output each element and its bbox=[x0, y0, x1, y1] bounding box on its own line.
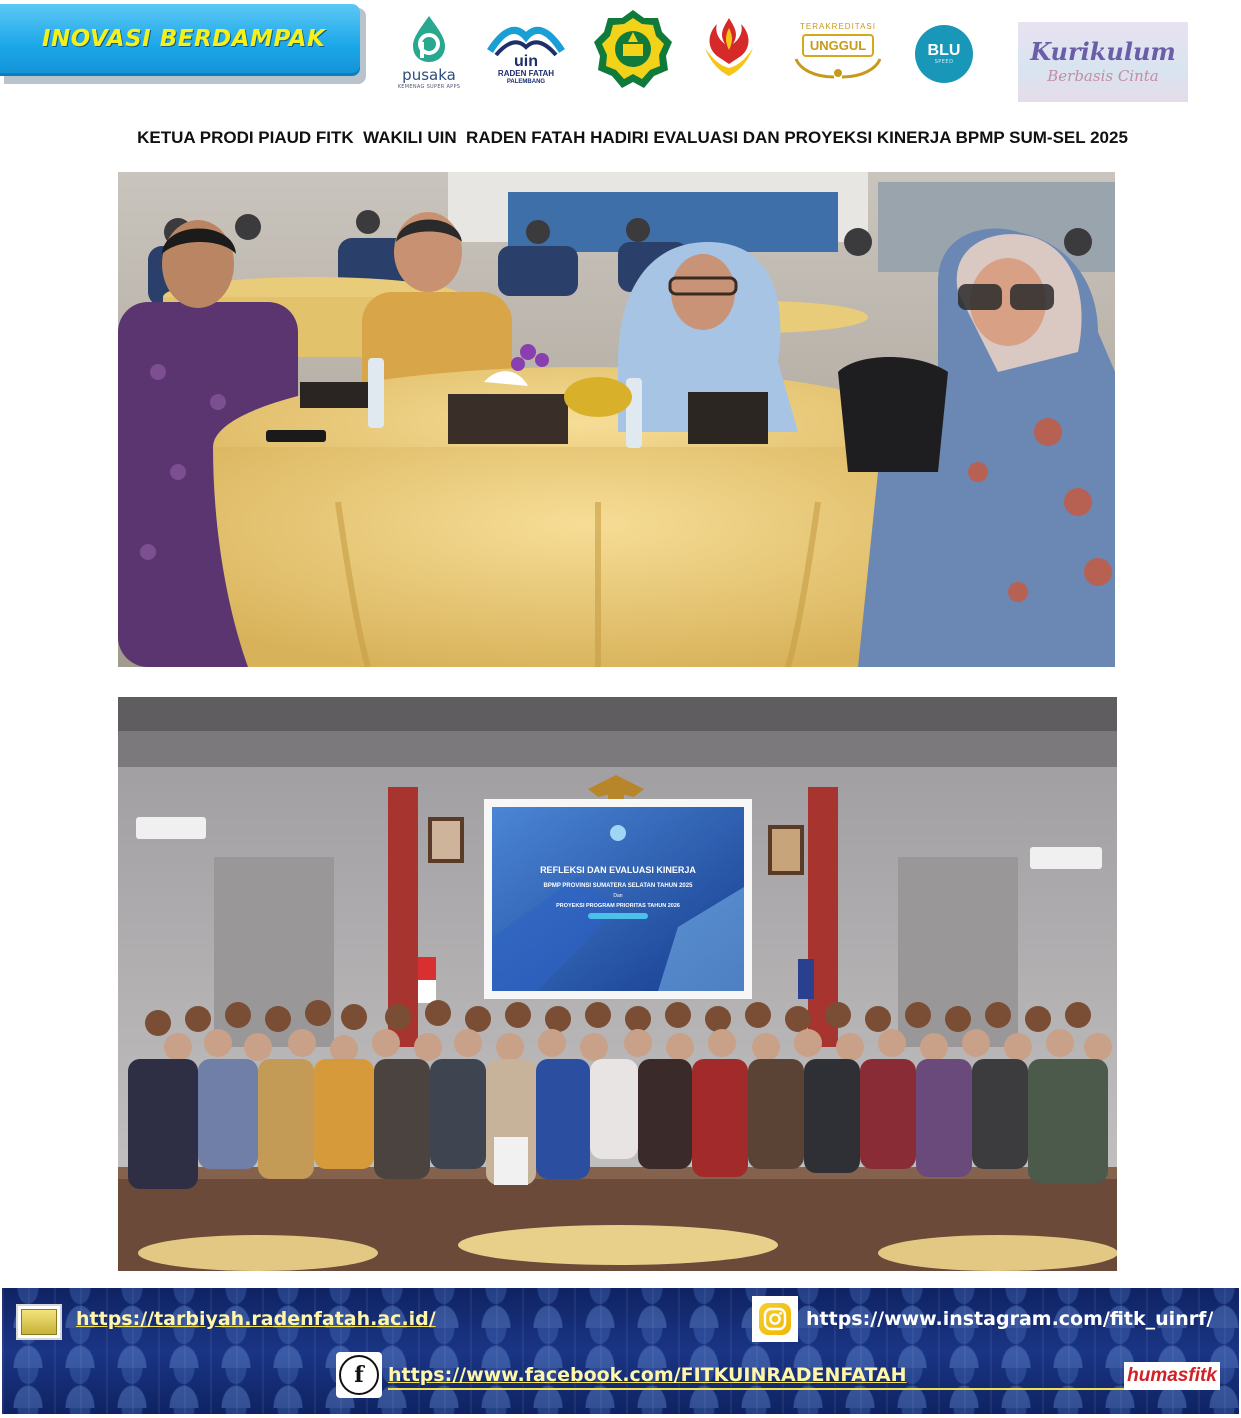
badge-ribbon bbox=[0, 4, 360, 76]
screen-title-1: REFLEKSI DAN EVALUASI KINERJA bbox=[540, 865, 696, 875]
blu-logo bbox=[912, 22, 976, 86]
screen-title-2: BPMP PROVINSI SUMATERA SELATAN TAHUN 2025 bbox=[543, 883, 693, 889]
website-icon bbox=[16, 1304, 62, 1340]
screen-title-4: PROYEKSI PROGRAM PRIORITAS TAHUN 2026 bbox=[556, 903, 680, 909]
unggul-top-label: TERAKREDITASI bbox=[800, 21, 876, 31]
pusaka-logo bbox=[392, 8, 466, 96]
svg-text:uin: uin bbox=[514, 53, 538, 69]
uin-label: RADEN FATAH bbox=[497, 69, 555, 78]
screen-title-3: Dan bbox=[613, 893, 623, 899]
event-photo-table bbox=[118, 172, 1115, 667]
page-title: KETUA PRODI PIAUD FITK WAKILI UIN RADEN FATAH HADIRI EVALUASI DAN PROYEKSI KINERJA BPMP SUM-SEL 2025 bbox=[137, 128, 1128, 147]
header-badge bbox=[0, 0, 370, 90]
blu-sub: SPEED bbox=[934, 59, 954, 65]
website-logo-thumb bbox=[21, 1309, 57, 1335]
flame-hands-icon bbox=[699, 14, 759, 80]
unggul-label: UNGGUL bbox=[802, 34, 874, 57]
uin-logo bbox=[480, 2, 572, 96]
instagram-icon bbox=[752, 1296, 798, 1342]
kemenag-emblem-icon bbox=[592, 8, 674, 90]
kurikulum-title: Kurikulum bbox=[1030, 37, 1176, 66]
blu-label: BLU bbox=[927, 42, 961, 59]
facebook-link[interactable]: https://www.facebook.com/FITKUINRADENFATAH bbox=[388, 1364, 907, 1386]
instagram-link[interactable]: https://www.instagram.com/fitk_uinrf/ bbox=[806, 1308, 1214, 1330]
facebook-underline bbox=[388, 1388, 1220, 1390]
blu-disc bbox=[915, 25, 973, 83]
pusaka-sub: KEMENAG SUPER APPS bbox=[397, 84, 461, 90]
facebook-icon: f bbox=[336, 1352, 382, 1398]
website-link[interactable]: https://tarbiyah.radenfatah.ac.id/ bbox=[76, 1308, 436, 1330]
pusaka-drop-icon bbox=[409, 14, 449, 64]
pusaka-label: pusaka bbox=[402, 66, 456, 84]
badge-label: INOVASI BERDAMPAK bbox=[42, 26, 326, 52]
unggul-accreditation-logo bbox=[784, 2, 892, 98]
laurel-icon bbox=[790, 57, 886, 79]
humas-fitk-label: humasfitk bbox=[1124, 1362, 1220, 1390]
kemenag-logo bbox=[590, 6, 676, 92]
kurikulum-logo bbox=[1018, 22, 1188, 102]
footer-bar bbox=[2, 1288, 1239, 1414]
flame-hands-logo bbox=[696, 12, 762, 82]
event-photo-group bbox=[118, 697, 1117, 1271]
uin-sub: PALEMBANG bbox=[506, 79, 546, 85]
uin-book-icon bbox=[484, 11, 568, 69]
kurikulum-subtitle: Berbasis Cinta bbox=[1047, 67, 1159, 85]
